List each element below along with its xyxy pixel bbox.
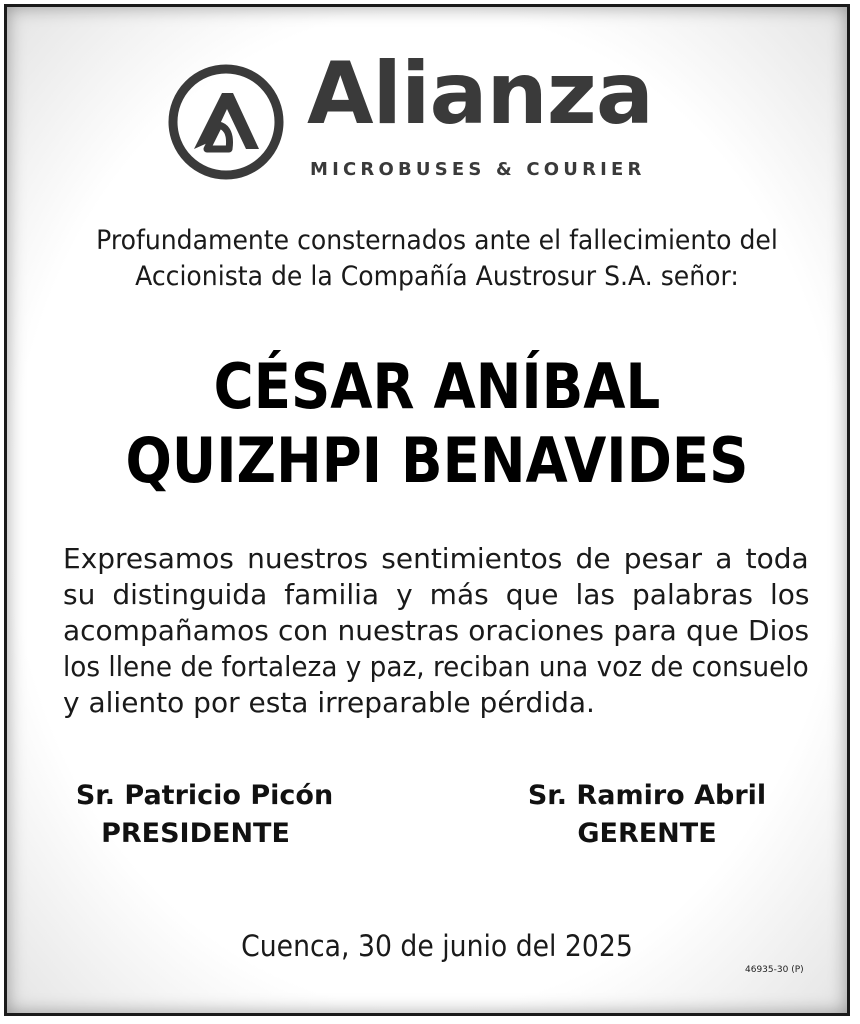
deceased-name-line: QUIZHPI BENAVIDES: [125, 424, 749, 497]
place-and-date: Cuenca, 30 de junio del 2025: [241, 929, 633, 963]
deceased-name-line: CÉSAR ANÍBAL: [213, 350, 661, 423]
brand-tagline: MICROBUSES & COURIER: [310, 159, 646, 180]
brand-name: Alianza: [307, 44, 653, 144]
reference-code: 46935-30 (P): [745, 965, 804, 975]
intro-text: [74, 223, 799, 295]
signatory-manager: [512, 777, 782, 853]
company-logo: [167, 44, 707, 184]
message-line: y aliento por esta irreparable pérdida.: [63, 686, 595, 719]
message-line: los llene de fortaleza y paz, reciban una voz de consuelo: [63, 650, 809, 683]
message-line: Expresamos nuestros sentimientos de pesar a toda: [63, 542, 809, 575]
intro-line: Profundamente consternados ante el fallecimiento del: [96, 225, 778, 256]
signatory-president: [67, 777, 342, 853]
deceased-name: [76, 350, 798, 498]
intro-line: Accionista de la Compañía Austrosur S.A. señor:: [135, 261, 739, 292]
message-line: acompañamos con nuestras oraciones para que Dios: [63, 614, 809, 647]
obituary-notice-frame: [4, 4, 850, 1016]
alianza-circle-a-logo-icon: [167, 63, 285, 181]
signatory-role: GERENTE: [577, 818, 717, 849]
message-line: su distinguida familia y más que las palabras los: [63, 578, 809, 611]
signatory-name: Sr. Ramiro Abril: [527, 780, 767, 811]
signatory-role: PRESIDENTE: [101, 818, 290, 849]
condolence-message: [63, 541, 809, 721]
signatory-name: Sr. Patricio Picón: [75, 780, 334, 811]
